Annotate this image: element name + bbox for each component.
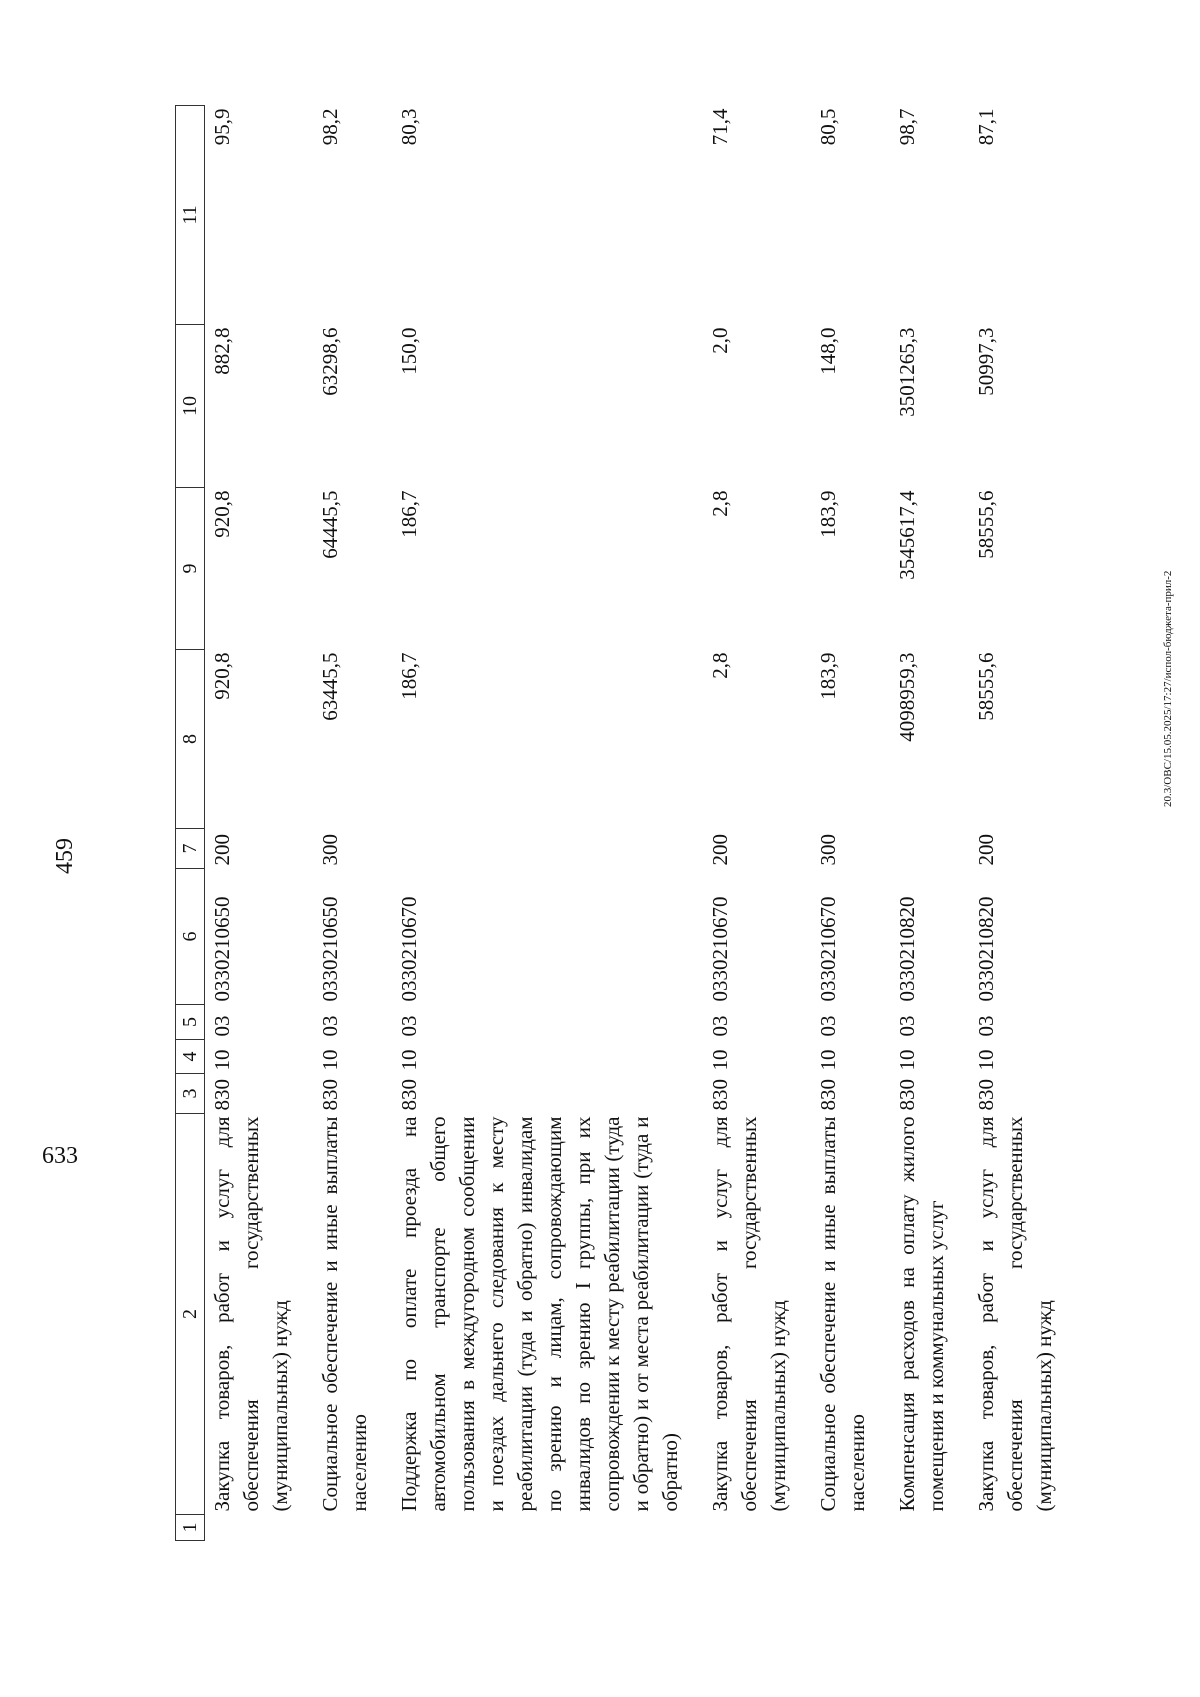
cell-target-article: 0330210650: [210, 896, 234, 1002]
cell-subsection: 03: [708, 1015, 732, 1037]
table-row: [313, 106, 392, 1541]
column-header: 11: [176, 106, 205, 325]
cell-planned: 64445,5: [318, 490, 342, 559]
cell-subsection: 03: [895, 1015, 919, 1037]
cell-executed: 150,0: [397, 327, 421, 375]
cell-target-article: 0330210670: [397, 896, 421, 1002]
cell-percent: 98,2: [318, 108, 342, 146]
cell-executed: 2,0: [708, 327, 732, 354]
document-footer-id: 20.3/OBC/15.05.2025/17:27/испол-бюджета-прил-2: [1162, 570, 1174, 807]
cell-section: 10: [816, 1049, 840, 1071]
cell-percent: 98,7: [895, 108, 919, 146]
cell-planned: 183,9: [816, 490, 840, 538]
column-header: 10: [176, 325, 205, 488]
cell-expense-type: 300: [816, 834, 840, 866]
column-header: 7: [176, 829, 205, 869]
cell-ministry-code: 830: [210, 1079, 234, 1111]
cell-index: [969, 1515, 1077, 1541]
table-row: [205, 106, 314, 1541]
cell-percent: 87,1: [974, 108, 998, 146]
cell-executed: 63298,6: [318, 327, 342, 396]
table-row: [811, 106, 890, 1541]
cell-section: 10: [708, 1049, 732, 1071]
cell-target-article: 0330210820: [895, 896, 919, 1002]
column-header: 9: [176, 488, 205, 650]
cell-subsection: 03: [210, 1015, 234, 1037]
cell-description: Закупка товаров, работ и услуг для обеспечения государственных (муниципальных) нужд: [210, 1116, 292, 1512]
cell-approved: 920,8: [210, 652, 234, 700]
cell-section: 10: [318, 1049, 342, 1071]
column-header: 5: [176, 1005, 205, 1040]
cell-index: [890, 1515, 969, 1541]
sheet-number: 633: [42, 1143, 78, 1169]
cell-expense-type: [392, 829, 703, 869]
cell-approved: 2,8: [708, 652, 732, 679]
cell-subsection: 03: [397, 1015, 421, 1037]
cell-index: [313, 1515, 392, 1541]
cell-section: 10: [895, 1049, 919, 1071]
cell-ministry-code: 830: [816, 1079, 840, 1111]
column-header: 8: [176, 650, 205, 829]
cell-subsection: 03: [816, 1015, 840, 1037]
table-header-row: [176, 106, 205, 1541]
cell-expense-type: 200: [974, 834, 998, 866]
cell-approved: 4098959,3: [895, 652, 919, 742]
column-header: 6: [176, 869, 205, 1005]
cell-description: Социальное обеспечение и иные выплаты населению: [318, 1116, 371, 1512]
table-row: [890, 106, 969, 1541]
cell-subsection: 03: [318, 1015, 342, 1037]
column-header: 3: [176, 1074, 205, 1114]
cell-description: Закупка товаров, работ и услуг для обеспечения государственных (муниципальных) нужд: [708, 1116, 790, 1512]
table-row: [969, 106, 1077, 1541]
cell-planned: 920,8: [210, 490, 234, 538]
cell-planned: 186,7: [397, 490, 421, 538]
cell-percent: 80,3: [397, 108, 421, 146]
cell-expense-type: 200: [708, 834, 732, 866]
cell-expense-type: 300: [318, 834, 342, 866]
cell-approved: 183,9: [816, 652, 840, 700]
cell-executed: 50997,3: [974, 327, 998, 396]
cell-target-article: 0330210650: [318, 896, 342, 1002]
cell-planned: 2,8: [708, 490, 732, 517]
cell-ministry-code: 830: [708, 1079, 732, 1111]
cell-approved: 63445,5: [318, 652, 342, 721]
cell-percent: 80,5: [816, 108, 840, 146]
cell-expense-type: 200: [210, 834, 234, 866]
cell-index: [205, 1515, 314, 1541]
cell-target-article: 0330210820: [974, 896, 998, 1002]
cell-ministry-code: 830: [318, 1079, 342, 1111]
cell-approved: 186,7: [397, 652, 421, 700]
cell-section: 10: [210, 1049, 234, 1071]
column-header: 2: [176, 1114, 205, 1515]
cell-executed: 3501265,3: [895, 327, 919, 417]
cell-description: Компенсация расходов на оплату жилого помещения и коммунальных услуг: [895, 1116, 948, 1512]
cell-description: Социальное обеспечение и иные выплаты населению: [816, 1116, 869, 1512]
page-number: 459: [52, 838, 78, 874]
cell-planned: 58555,6: [974, 490, 998, 559]
cell-index: [392, 1515, 703, 1541]
cell-expense-type: [890, 829, 969, 869]
column-header: 1: [176, 1515, 205, 1541]
cell-description: Закупка товаров, работ и услуг для обеспечения государственных (муниципальных) нужд: [974, 1116, 1056, 1512]
cell-subsection: 03: [974, 1015, 998, 1037]
cell-ministry-code: 830: [397, 1079, 421, 1111]
cell-executed: 148,0: [816, 327, 840, 375]
cell-section: 10: [397, 1049, 421, 1071]
cell-target-article: 0330210670: [816, 896, 840, 1002]
table-row: [392, 106, 703, 1541]
cell-target-article: 0330210670: [708, 896, 732, 1002]
budget-table: [175, 105, 1077, 1541]
column-header: 4: [176, 1040, 205, 1074]
cell-percent: 71,4: [708, 108, 732, 146]
cell-ministry-code: 830: [974, 1079, 998, 1111]
cell-section: 10: [974, 1049, 998, 1071]
cell-approved: 58555,6: [974, 652, 998, 721]
cell-percent: 95,9: [210, 108, 234, 146]
cell-index: [703, 1515, 811, 1541]
cell-planned: 3545617,4: [895, 490, 919, 580]
cell-executed: 882,8: [210, 327, 234, 375]
table-row: [703, 106, 811, 1541]
cell-ministry-code: 830: [895, 1079, 919, 1111]
cell-index: [811, 1515, 890, 1541]
cell-description: Поддержка по оплате проезда на автомобильном транспорте общего пользования в междугородном сообщении и поездах дальнего следования к месту реабилитации (туда и обратно) инвалидам по зрению и лицам, сопровождающим инвалидов по зрению I группы, при их сопровождении к месту реабилитации (туда и обратно) и от места реабилитации (туда и обратно): [397, 1116, 682, 1512]
